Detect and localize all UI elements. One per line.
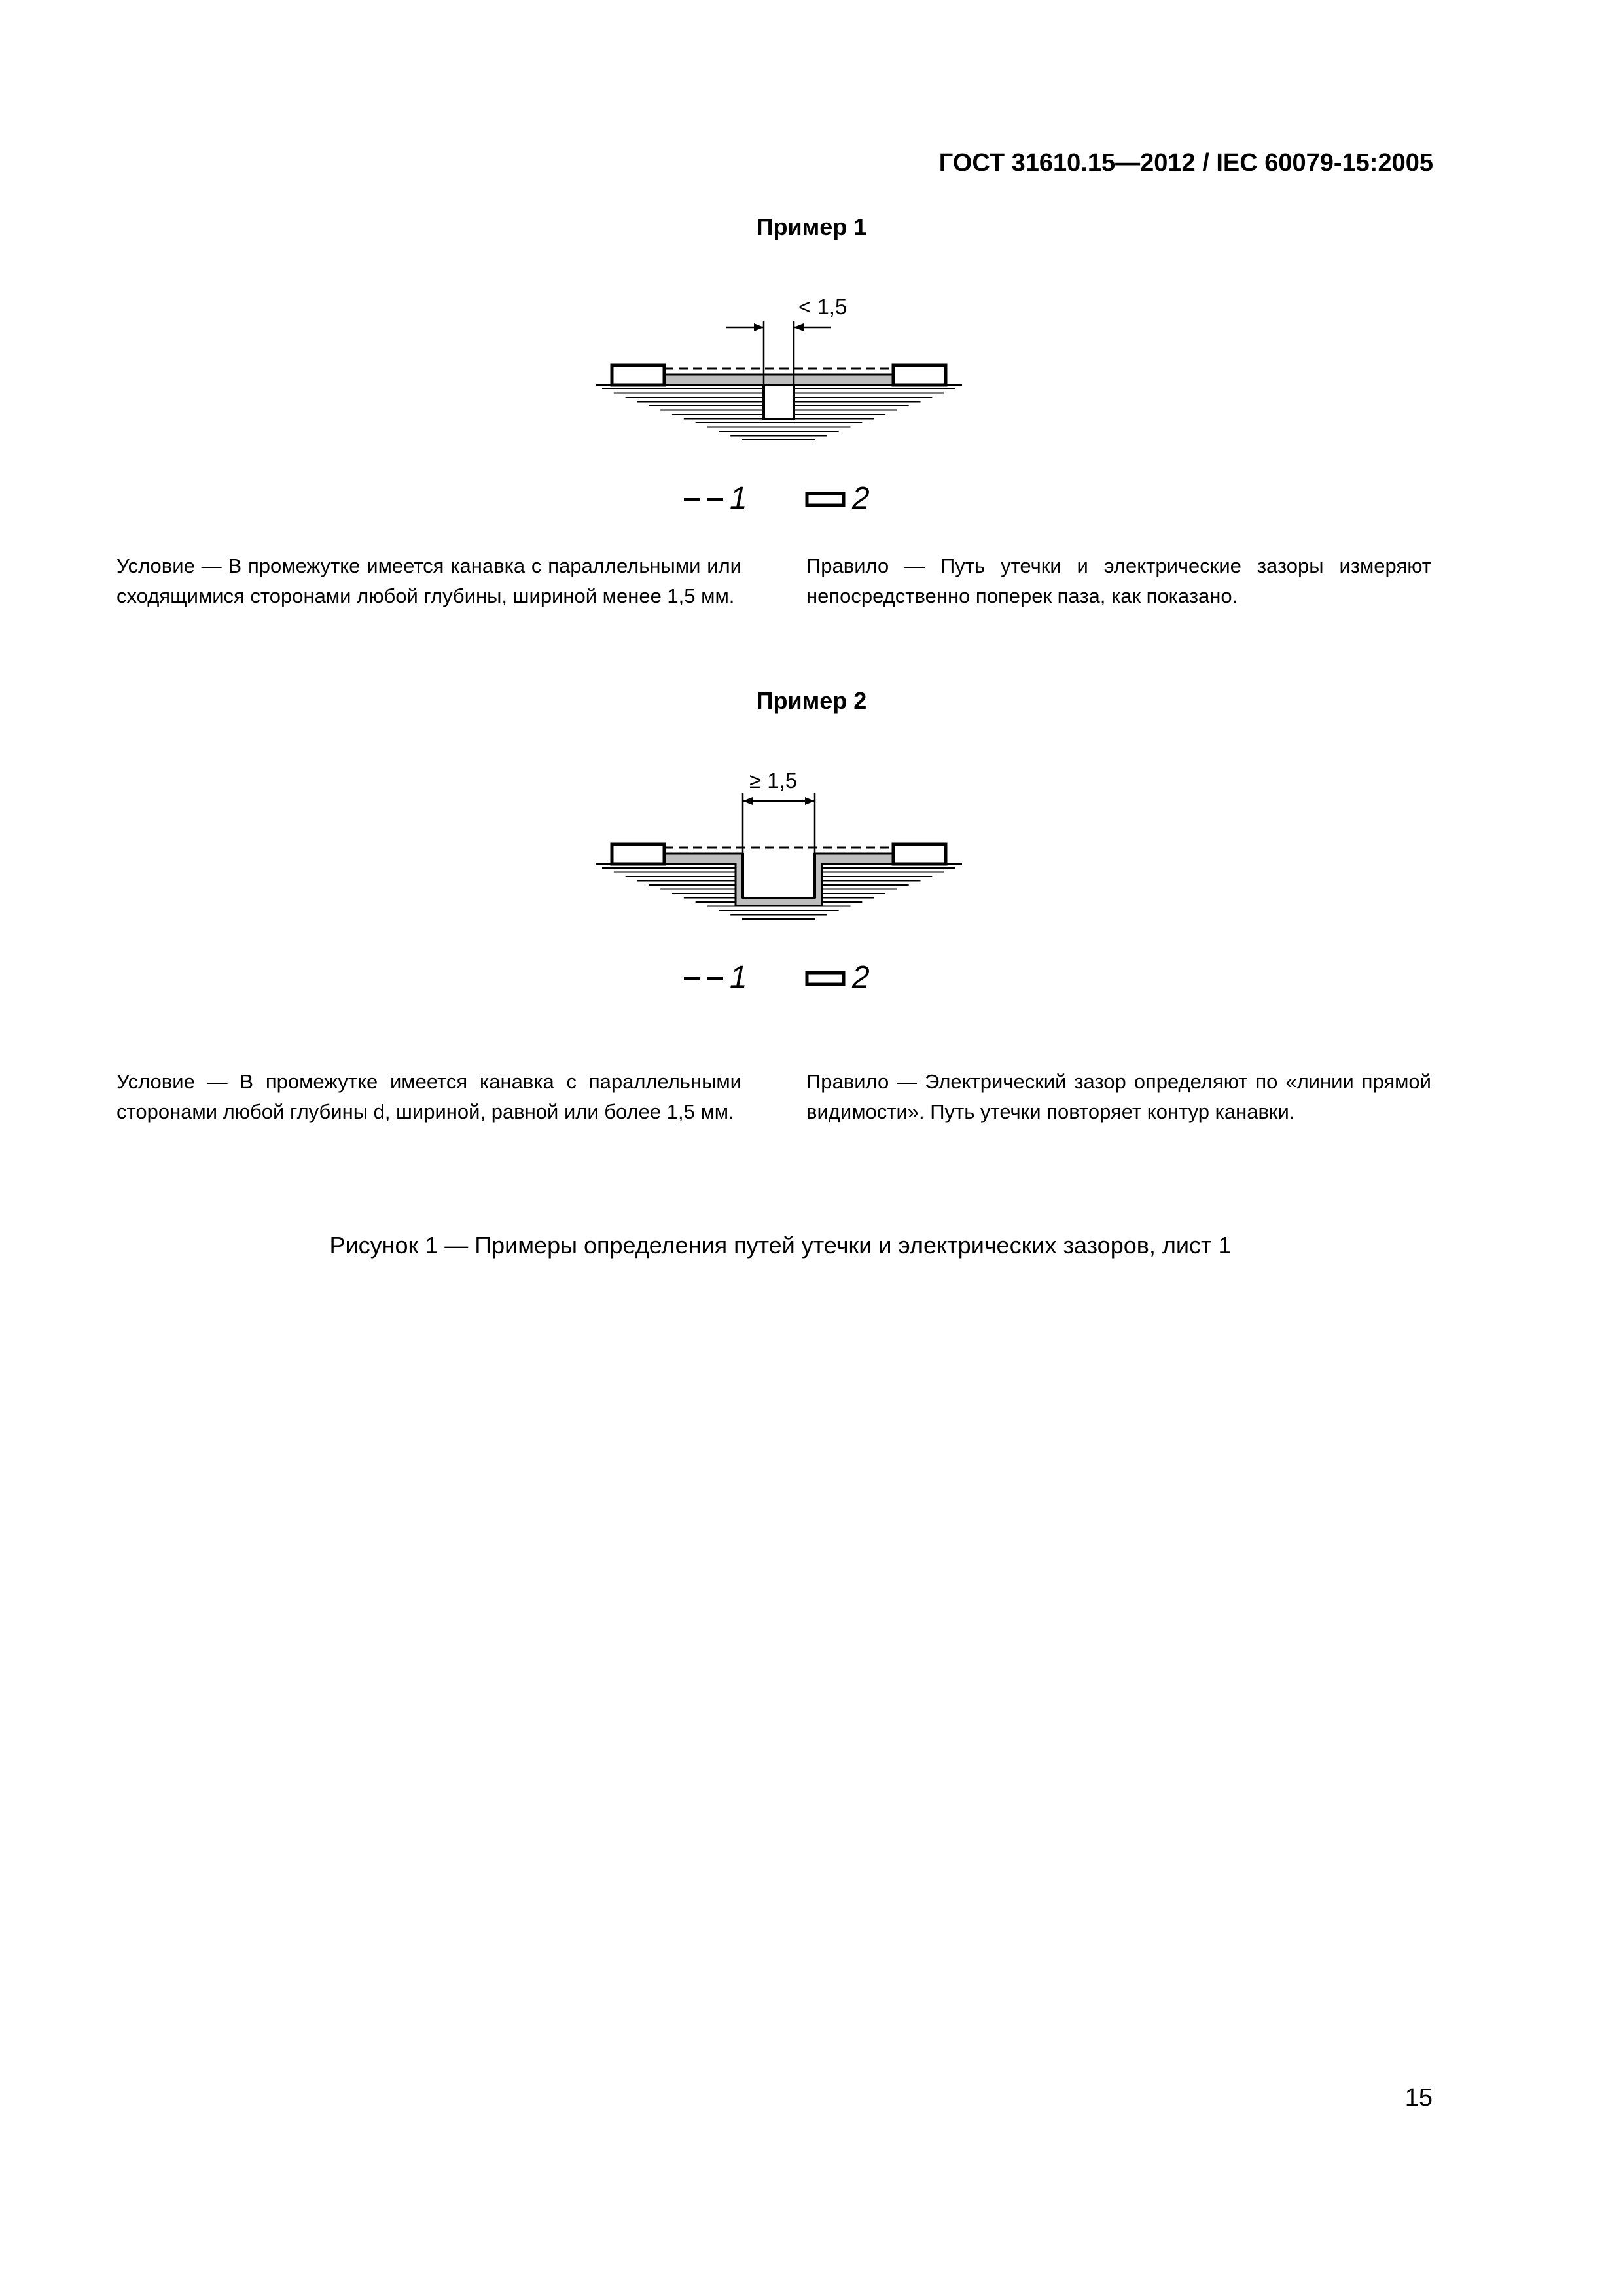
arrowhead-left xyxy=(743,797,753,805)
conductor-left xyxy=(612,844,664,864)
arrowhead-right xyxy=(805,797,815,805)
dimension-label: < 1,5 xyxy=(798,295,847,319)
conductor-right xyxy=(893,365,946,385)
example-1-rule: Правило — Путь утечки и электрические зазоры измеряют непосредственно поперек паза, как показано. xyxy=(806,554,1431,607)
example-2-condition: Условие — В промежутке имеется канавка с параллельными сторонами любой глубины d, шириной, равной или более 1,5 мм. xyxy=(116,1070,741,1123)
arrowhead-right xyxy=(794,323,804,331)
arrowhead-left xyxy=(754,323,764,331)
groove xyxy=(764,385,794,419)
legend-label-2: 2 xyxy=(852,960,870,995)
page-number: 15 xyxy=(1404,2084,1433,2111)
example-2-figure xyxy=(582,767,1041,1003)
figure-caption: Рисунок 1 — Примеры определения путей утечки и электрических зазоров, лист 1 xyxy=(329,1232,1232,1259)
example-1-diagram xyxy=(582,288,1041,524)
conductor-right xyxy=(893,844,946,864)
example-2-diagram xyxy=(582,767,1041,1003)
legend-label-1: 1 xyxy=(730,481,747,516)
conductor-left xyxy=(612,365,664,385)
example-2-title: Пример 2 xyxy=(756,687,867,714)
creepage-strip xyxy=(664,374,893,385)
example-1-figure xyxy=(582,288,1041,524)
document-header: ГОСТ 31610.15—2012 / IEC 60079-15:2005 xyxy=(938,149,1433,177)
groove xyxy=(743,853,815,898)
legend-label-2: 2 xyxy=(852,481,870,516)
example-1-condition: Условие — В промежутке имеется канавка с параллельными или сходящимися сторонами любой глубины, шириной менее 1,5 мм. xyxy=(116,554,741,607)
legend-label-1: 1 xyxy=(730,960,747,995)
example-2-rule: Правило — Электрический зазор определяют по «линии прямой видимости». Путь утечки повторяет контур канавки. xyxy=(806,1070,1431,1123)
legend-conductor-symbol xyxy=(807,493,844,505)
example-1-title: Пример 1 xyxy=(756,213,867,240)
dimension-label: ≥ 1,5 xyxy=(749,768,798,793)
legend-conductor-symbol xyxy=(807,973,844,984)
